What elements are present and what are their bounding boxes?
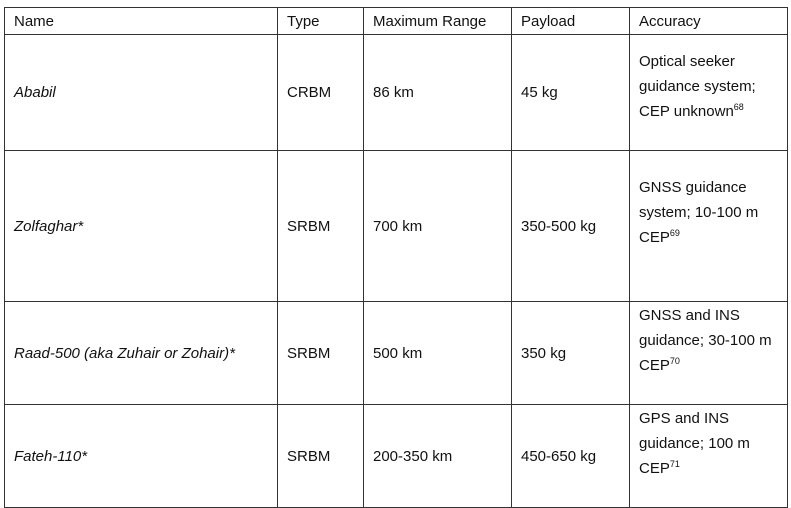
cell-range: 500 km	[364, 302, 512, 405]
cell-accuracy	[630, 405, 788, 508]
cell-type: CRBM	[278, 35, 364, 151]
table-row	[5, 35, 788, 151]
table-row	[5, 405, 788, 508]
header-range: Maximum Range	[364, 8, 512, 35]
accuracy-text: Optical seeker guidance system; CEP unknown	[639, 53, 756, 120]
header-accuracy: Accuracy	[630, 8, 788, 35]
cell-payload: 350-500 kg	[512, 151, 630, 302]
cell-accuracy	[630, 302, 788, 405]
cell-range: 700 km	[364, 151, 512, 302]
cell-payload: 45 kg	[512, 35, 630, 151]
cell-type: SRBM	[278, 151, 364, 302]
cell-type: SRBM	[278, 405, 364, 508]
cell-accuracy	[630, 151, 788, 302]
cell-name: Raad-500 (aka Zuhair or Zohair)*	[5, 302, 278, 405]
cell-range: 86 km	[364, 35, 512, 151]
footnote-ref: 70	[669, 356, 680, 366]
missile-table	[4, 7, 788, 508]
table-row	[5, 151, 788, 302]
accuracy-text: GNSS and INS guidance; 30-100 m CEP	[639, 307, 772, 374]
cell-name: Zolfaghar*	[5, 151, 278, 302]
cell-accuracy	[630, 35, 788, 151]
cell-type: SRBM	[278, 302, 364, 405]
cell-name: Fateh-110*	[5, 405, 278, 508]
header-name: Name	[5, 8, 278, 35]
cell-range: 200-350 km	[364, 405, 512, 508]
cell-name: Ababil	[5, 35, 278, 151]
cell-payload: 450-650 kg	[512, 405, 630, 508]
header-payload: Payload	[512, 8, 630, 35]
footnote-ref: 71	[669, 459, 680, 469]
footnote-ref: 68	[733, 102, 744, 112]
cell-payload: 350 kg	[512, 302, 630, 405]
header-type: Type	[278, 8, 364, 35]
header-row	[5, 8, 788, 35]
footnote-ref: 69	[669, 228, 680, 238]
table-row	[5, 302, 788, 405]
accuracy-text: GPS and INS guidance; 100 m CEP	[639, 410, 750, 477]
accuracy-text: GNSS guidance system; 10-100 m CEP	[639, 179, 759, 246]
